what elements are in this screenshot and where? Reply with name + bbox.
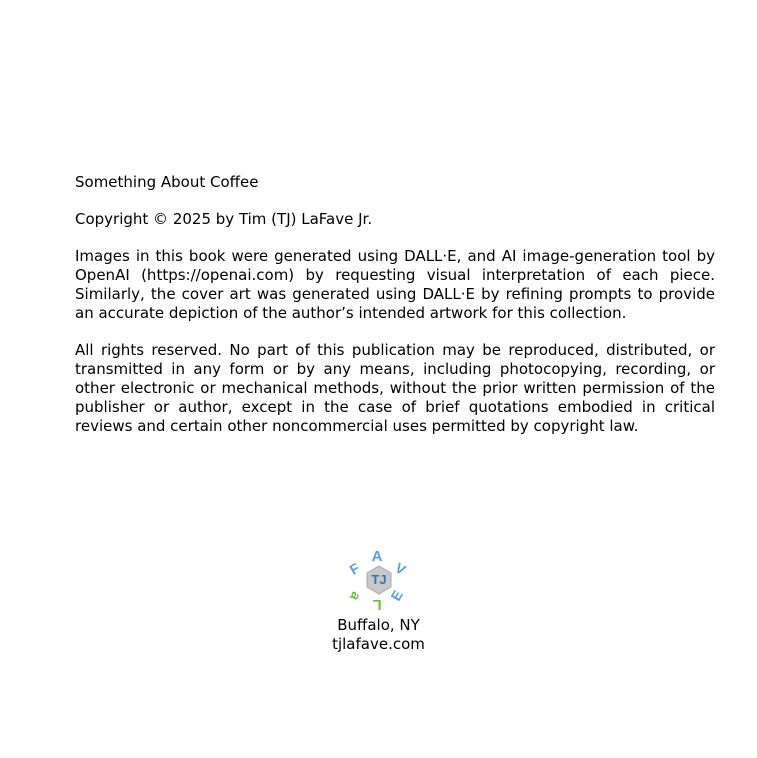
logo-letter-a: A	[371, 548, 382, 565]
publisher-logo-icon	[343, 546, 415, 616]
rights-statement: All rights reserved. No part of this publication may be reproduced, distributed, or transmitted in any form or by any means, including photocopying, recording, or other electronic or mechanical methods, without the prior written permission of the publisher or author, except in the case of brief quotations embodied in critical reviews and certain other noncommercial uses permitted by copyright law.	[75, 341, 715, 435]
logo-letter-e: E	[386, 587, 406, 604]
book-title: Something About Coffee	[75, 173, 259, 191]
publisher-website: tjlafave.com	[332, 635, 425, 653]
logo-letter-l: L	[371, 596, 382, 613]
publisher-footer	[0, 546, 757, 654]
logo-letter-v: V	[391, 559, 409, 578]
publisher-location: Buffalo, NY	[337, 616, 420, 634]
logo-letter-f: F	[346, 559, 362, 578]
copyright-line: Copyright © 2025 by Tim (TJ) LaFave Jr.	[75, 210, 373, 228]
logo-letter-small-a: a	[346, 589, 365, 604]
logo-tj-monogram: TJ	[370, 572, 387, 587]
copyright-page	[75, 173, 715, 436]
images-note: Images in this book were generated using DALL·E, and AI image-generation tool by OpenAI (https://openai.com) by requesting visual interpretation of each piece. Similarly, the cover art was generated using DALL·E by refining prompts to provide an accurate depiction of the author’s intended artwork for this collection.	[75, 247, 715, 322]
